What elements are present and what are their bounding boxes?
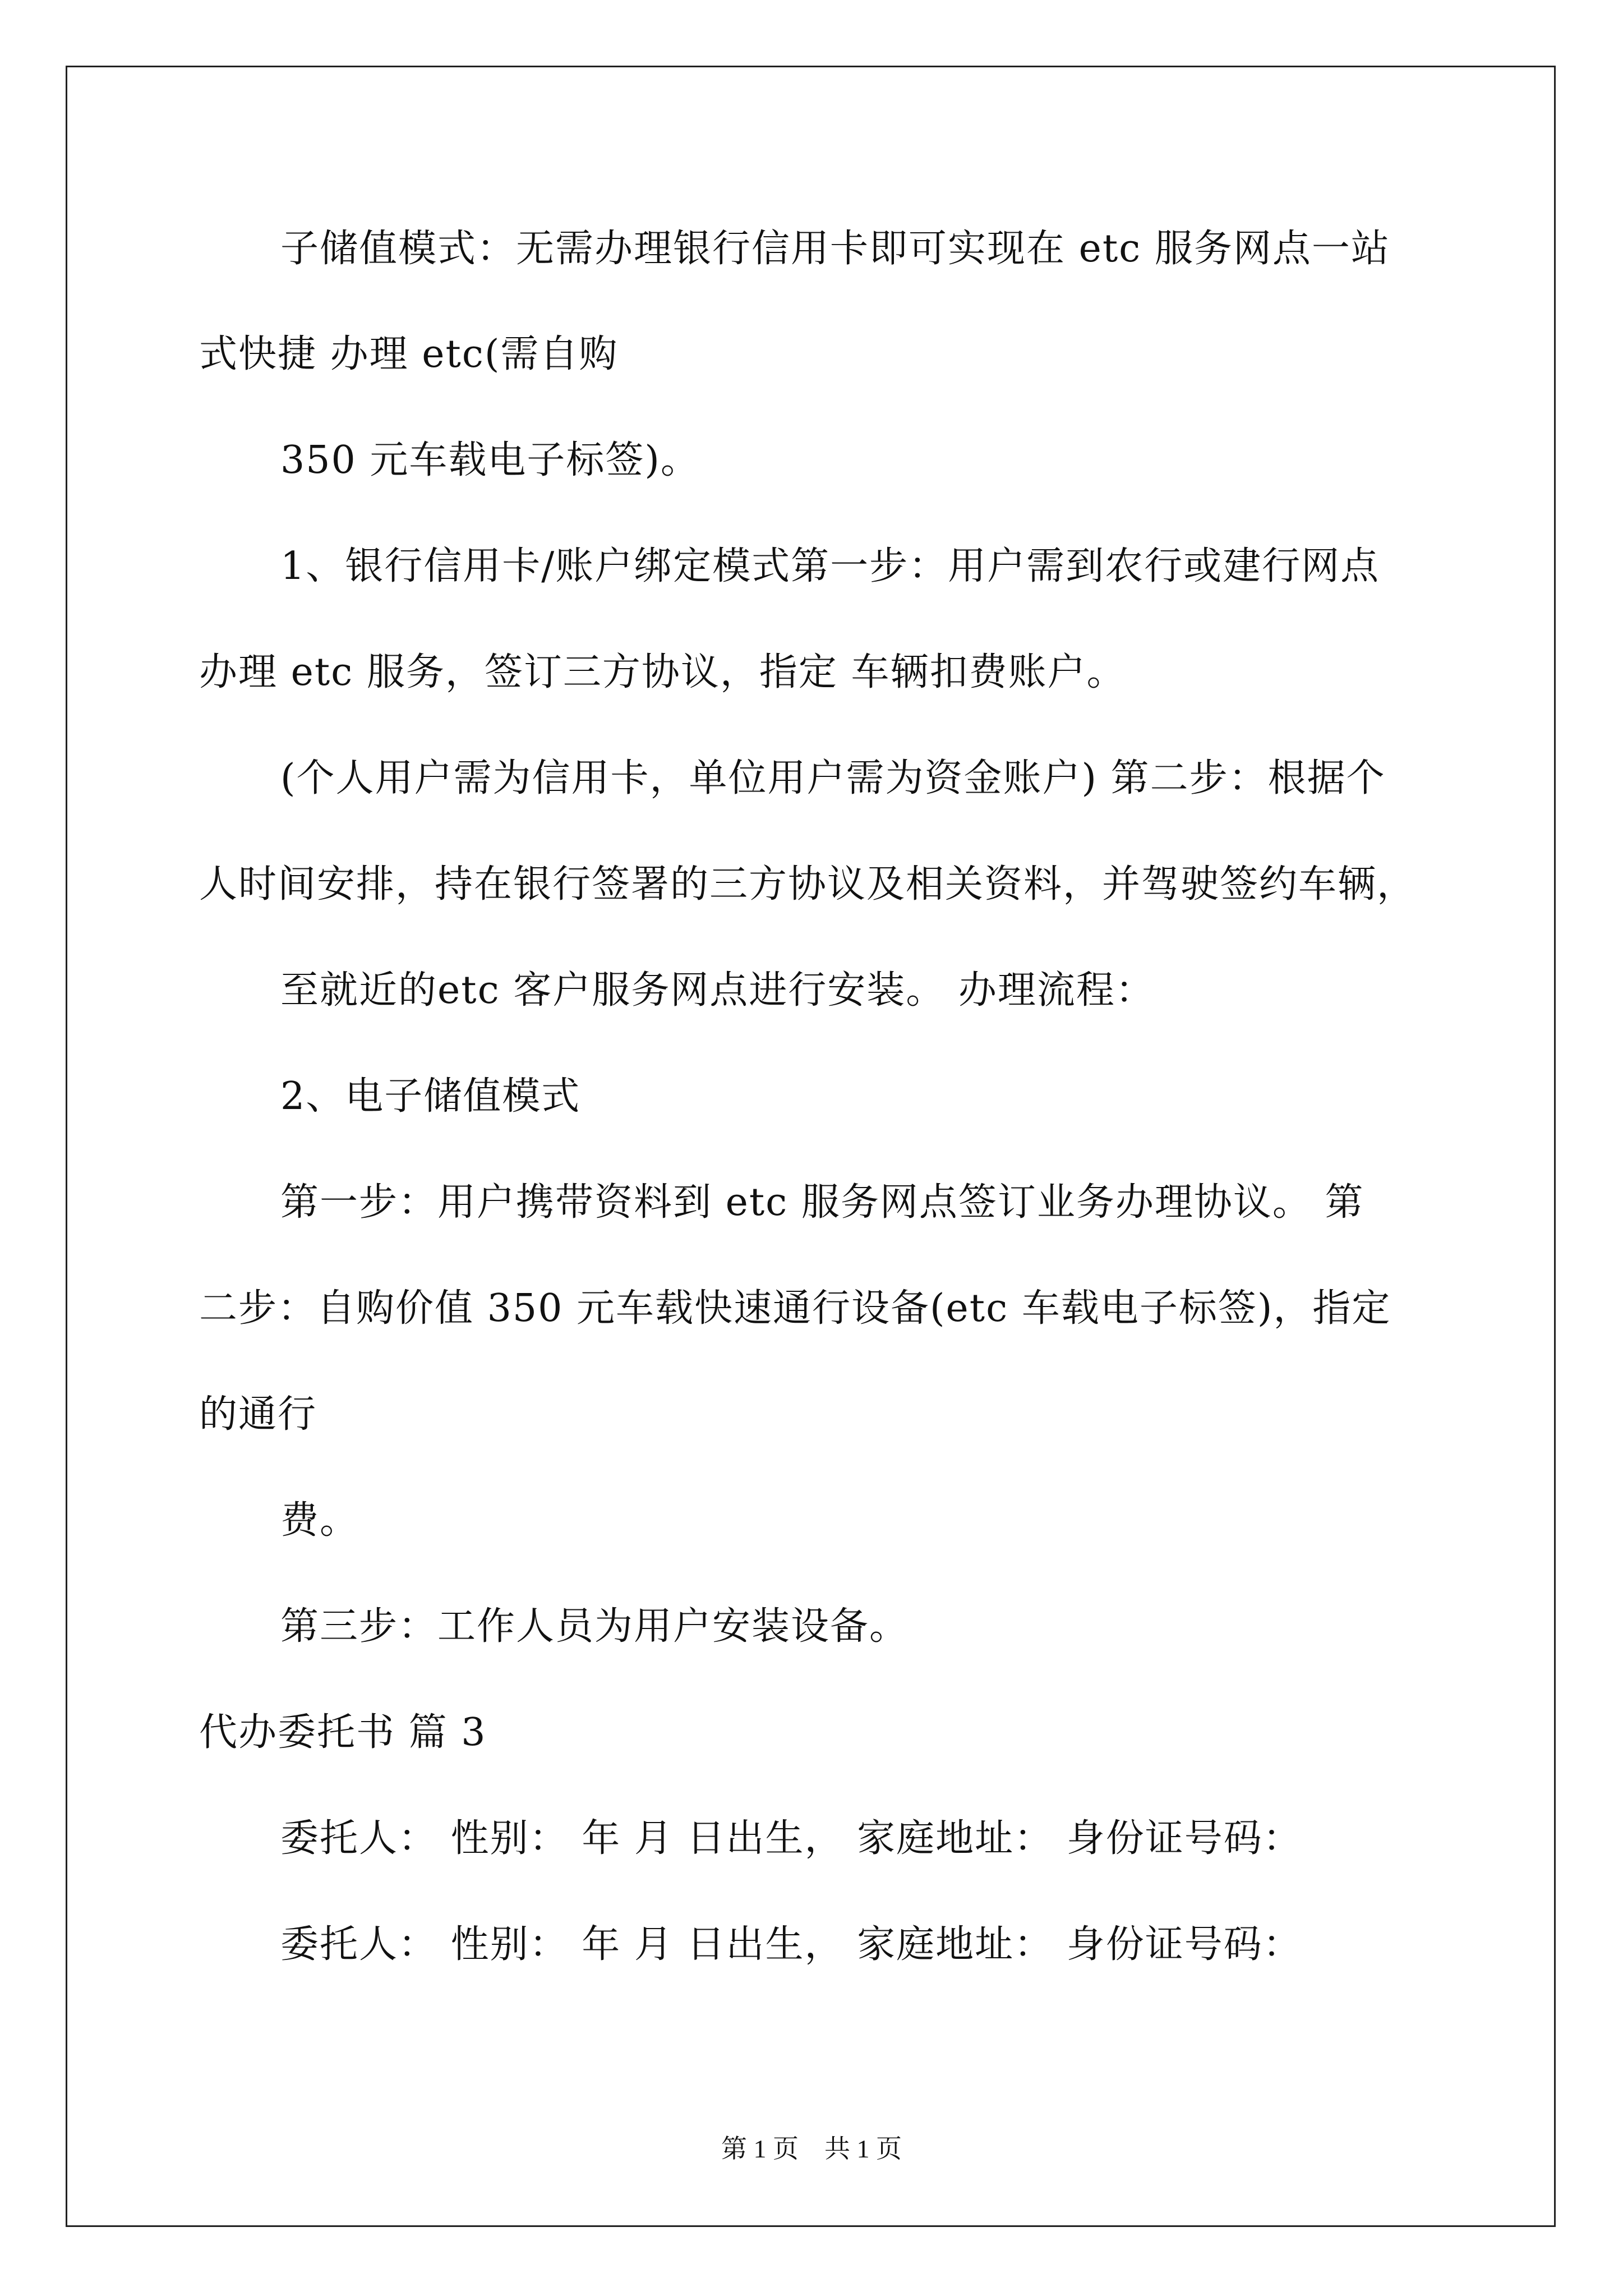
paragraph-line-8: 至就近的etc 客户服务网点进行安装。 办理流程：	[280, 968, 1155, 1013]
paragraph-line-3: 350 元车载电子标签)。	[280, 438, 700, 482]
paragraph-line-16: 委托人： 性别： 年 月 日出生， 家庭地址： 身份证号码：	[280, 1816, 1302, 1861]
page-footer: 第 1 页 共 1 页	[721, 2134, 902, 2163]
paragraph-line-2: 式快捷 办理 etc(需自购	[199, 332, 619, 376]
paragraph-line-10: 第一步：用户携带资料到 etc 服务网点签订业务办理协议。 第	[280, 1180, 1364, 1225]
paragraph-line-5: 办理 etc 服务，签订三方协议，指定 车辆扣费账户。	[199, 650, 1126, 694]
paragraph-line-1: 子储值模式：无需办理银行信用卡即可实现在 etc 服务网点一站	[280, 227, 1390, 271]
paragraph-line-6: (个人用户需为信用卡，单位用户需为资金账户) 第二步：根据个	[280, 756, 1386, 800]
page-border	[66, 66, 1556, 2227]
paragraph-line-7: 人时间安排，持在银行签署的三方协议及相关资料，并驾驶签约车辆，	[199, 862, 1417, 907]
paragraph-line-13: 费。	[280, 1498, 359, 1543]
paragraph-line-11: 二步：自购价值 350 元车载快速通行设备(etc 车载电子标签)，指定	[199, 1286, 1391, 1331]
paragraph-line-4: 1、银行信用卡/账户绑定模式第一步：用户需到农行或建行网点	[280, 544, 1380, 588]
paragraph-line-14: 第三步：工作人员为用户安装设备。	[280, 1604, 909, 1649]
paragraph-line-9: 2、电子储值模式	[280, 1074, 581, 1119]
paragraph-line-17: 委托人： 性别： 年 月 日出生， 家庭地址： 身份证号码：	[280, 1922, 1302, 1967]
section-heading: 代办委托书 篇 3	[199, 1710, 487, 1755]
paragraph-line-12: 的通行	[199, 1392, 317, 1437]
